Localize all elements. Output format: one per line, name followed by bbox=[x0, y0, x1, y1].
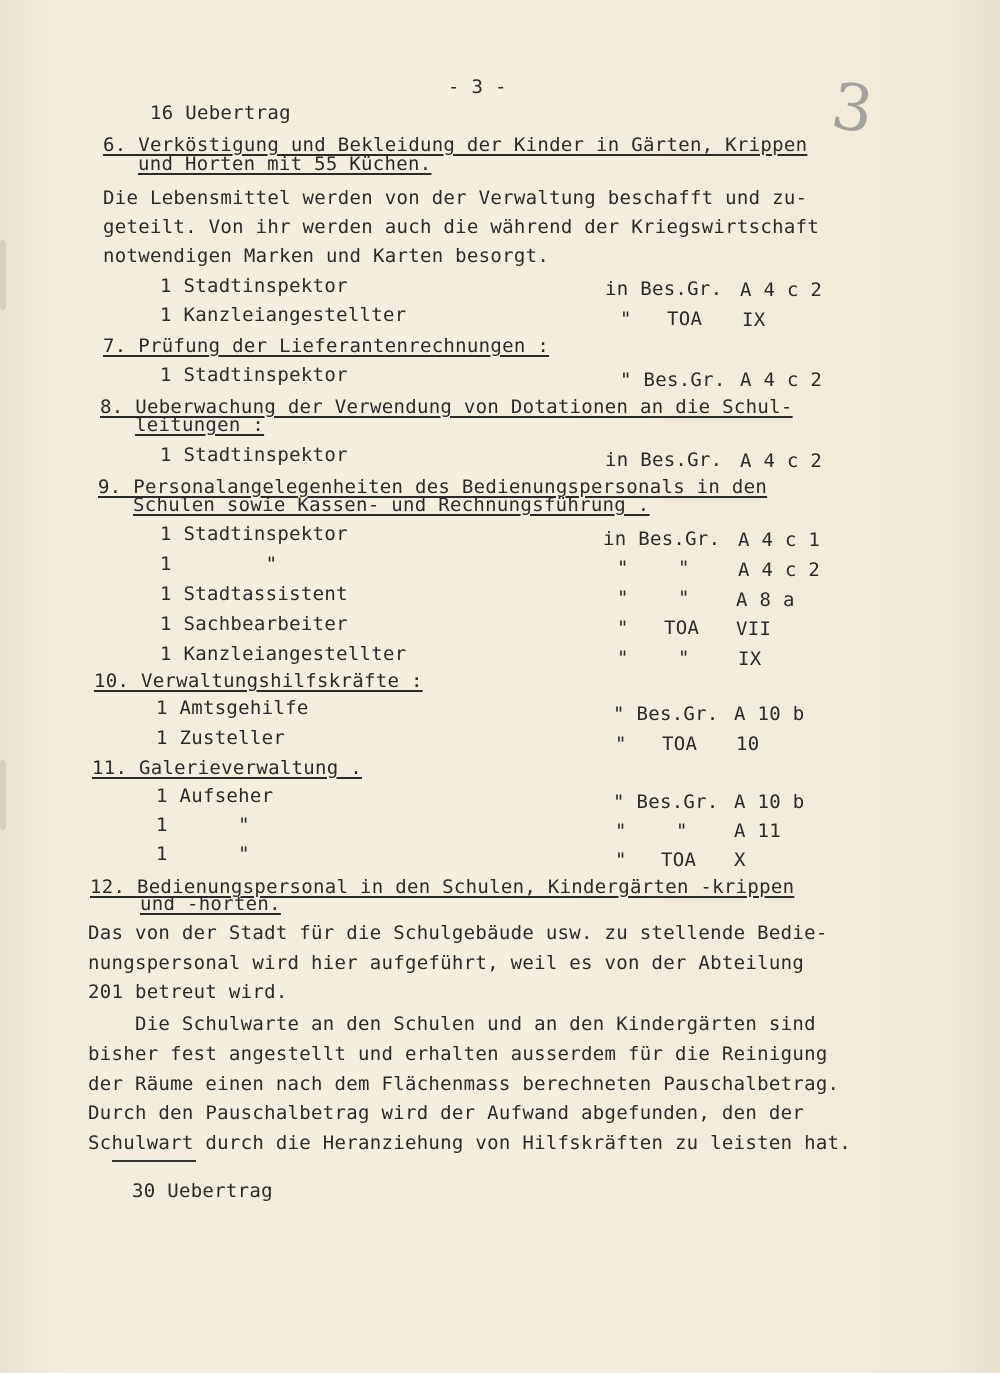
pay-group: " Bes.Gr. bbox=[613, 791, 719, 813]
section-12-title: und -horten. bbox=[140, 893, 281, 915]
pay-group: " Bes.Gr. bbox=[620, 369, 726, 391]
pay-grade: A 4 c 2 bbox=[740, 450, 823, 472]
pay-group: " bbox=[617, 557, 629, 579]
section-6-title: 6. Verköstigung und Bekleidung der Kinder in Gärten, Krippen bbox=[103, 134, 808, 156]
staff-entry: 1 Stadtinspektor bbox=[160, 364, 348, 386]
section-6-text: geteilt. Von ihr werden auch die während der Kriegswirtschaft bbox=[103, 216, 820, 238]
section-12-text: Durch den Pauschalbetrag wird der Aufwand abgefunden, den der bbox=[88, 1102, 805, 1124]
staff-entry: 1 Stadtinspektor bbox=[160, 523, 348, 545]
section-12-text: nungspersonal wird hier aufgeführt, weil es von der Abteilung bbox=[88, 952, 805, 974]
pay-group: in Bes.Gr. bbox=[605, 449, 723, 471]
section-8-title: leitungen : bbox=[135, 414, 265, 436]
staff-entry: 1 Stadtinspektor bbox=[160, 444, 348, 466]
pay-grade: A 10 b bbox=[734, 703, 805, 725]
section-6-text: Die Lebensmittel werden von der Verwaltung beschafft und zu- bbox=[103, 187, 808, 209]
staff-entry: 1 Sachbearbeiter bbox=[160, 613, 348, 635]
section-12-text: bisher fest angestellt und erhalten ausserdem für die Reinigung bbox=[88, 1043, 828, 1065]
section-9-title: 9. Personalangelegenheiten des Bedienungspersonals in den bbox=[98, 476, 768, 498]
section-10-title: 10. Verwaltungshilfskräfte : bbox=[94, 670, 423, 692]
staff-entry: 1 Stadtassistent bbox=[160, 583, 348, 605]
pay-grade: A 4 c 2 bbox=[740, 369, 823, 391]
section-6-text: notwendigen Marken und Karten besorgt. bbox=[103, 245, 550, 267]
pay-group: " bbox=[615, 849, 627, 871]
pay-group: in Bes.Gr. bbox=[603, 528, 721, 550]
pay-grade: A 8 a bbox=[736, 589, 795, 611]
pay-group: " bbox=[615, 820, 627, 842]
carry-out: 30 Uebertrag bbox=[132, 1180, 273, 1202]
pay-scheme: " bbox=[676, 820, 688, 842]
section-9-title: Schulen sowie Kassen- und Rechnungsführung . bbox=[133, 494, 650, 516]
staff-entry: 1 Aufseher bbox=[156, 785, 274, 807]
pay-scheme: " bbox=[678, 587, 690, 609]
section-12-text: Das von der Stadt für die Schulgebäude usw. zu stellende Bedie- bbox=[88, 922, 828, 944]
pay-grade: VII bbox=[736, 618, 772, 640]
staff-entry: 1 Stadtinspektor bbox=[160, 275, 348, 297]
staff-entry: 1 Amtsgehilfe bbox=[156, 697, 309, 719]
pay-scheme: " bbox=[678, 557, 690, 579]
pay-scheme: TOA bbox=[662, 733, 698, 755]
pay-scheme: TOA bbox=[664, 617, 700, 639]
pay-grade: 10 bbox=[736, 733, 760, 755]
pay-grade: A 4 c 2 bbox=[740, 279, 823, 301]
pay-group: " Bes.Gr. bbox=[613, 703, 719, 725]
pay-grade: A 4 c 1 bbox=[738, 529, 821, 551]
pay-grade: X bbox=[734, 849, 746, 871]
pay-group: " bbox=[620, 308, 632, 330]
section-8-title: 8. Ueberwachung der Verwendung von Dotationen an die Schul- bbox=[100, 396, 793, 418]
pay-grade: A 4 c 2 bbox=[738, 559, 821, 581]
pay-scheme: " bbox=[678, 647, 690, 669]
staff-entry: 1 Kanzleiangestellter bbox=[160, 643, 407, 665]
staff-entry: 1 " bbox=[160, 553, 278, 575]
pay-grade: A 11 bbox=[734, 820, 781, 842]
section-7-title: 7. Prüfung der Lieferantenrechnungen : bbox=[103, 335, 550, 357]
staff-entry: 1 " bbox=[156, 814, 250, 836]
section-12-text: der Räume einen nach dem Flächenmass berechneten Pauschalbetrag. bbox=[88, 1073, 840, 1095]
pay-scheme: TOA bbox=[661, 849, 697, 871]
pay-scheme: TOA bbox=[667, 308, 703, 330]
section-11-title: 11. Galerieverwaltung . bbox=[92, 757, 362, 779]
staff-entry: 1 Zusteller bbox=[156, 727, 286, 749]
pay-group: " bbox=[617, 617, 629, 639]
page-number: - 3 - bbox=[448, 76, 507, 98]
pay-group: in Bes.Gr. bbox=[605, 278, 723, 300]
staff-entry: 1 " bbox=[156, 843, 250, 865]
paper-edge-mark bbox=[0, 240, 6, 310]
section-12-text: Die Schulwarte an den Schulen und an den Kindergärten sind bbox=[88, 1013, 816, 1035]
section-12-text: 201 betreut wird. bbox=[88, 981, 288, 1003]
section-12-title: 12. Bedienungspersonal in den Schulen, Kindergärten -krippen bbox=[90, 876, 795, 898]
pay-grade: IX bbox=[738, 648, 762, 670]
sum-rule bbox=[112, 1160, 196, 1162]
section-6-title: und Horten mit 55 Küchen. bbox=[138, 153, 432, 175]
handwritten-page-number: 3 bbox=[827, 69, 878, 149]
section-12-text: Schulwart durch die Heranziehung von Hilfskräften zu leisten hat. bbox=[88, 1132, 852, 1154]
carry-in: 16 Uebertrag bbox=[150, 102, 291, 124]
pay-grade: IX bbox=[742, 309, 766, 331]
pay-group: " bbox=[617, 647, 629, 669]
paper-edge-mark bbox=[0, 760, 6, 830]
pay-group: " bbox=[615, 733, 627, 755]
staff-entry: 1 Kanzleiangestellter bbox=[160, 304, 407, 326]
pay-grade: A 10 b bbox=[734, 791, 805, 813]
pay-group: " bbox=[617, 587, 629, 609]
